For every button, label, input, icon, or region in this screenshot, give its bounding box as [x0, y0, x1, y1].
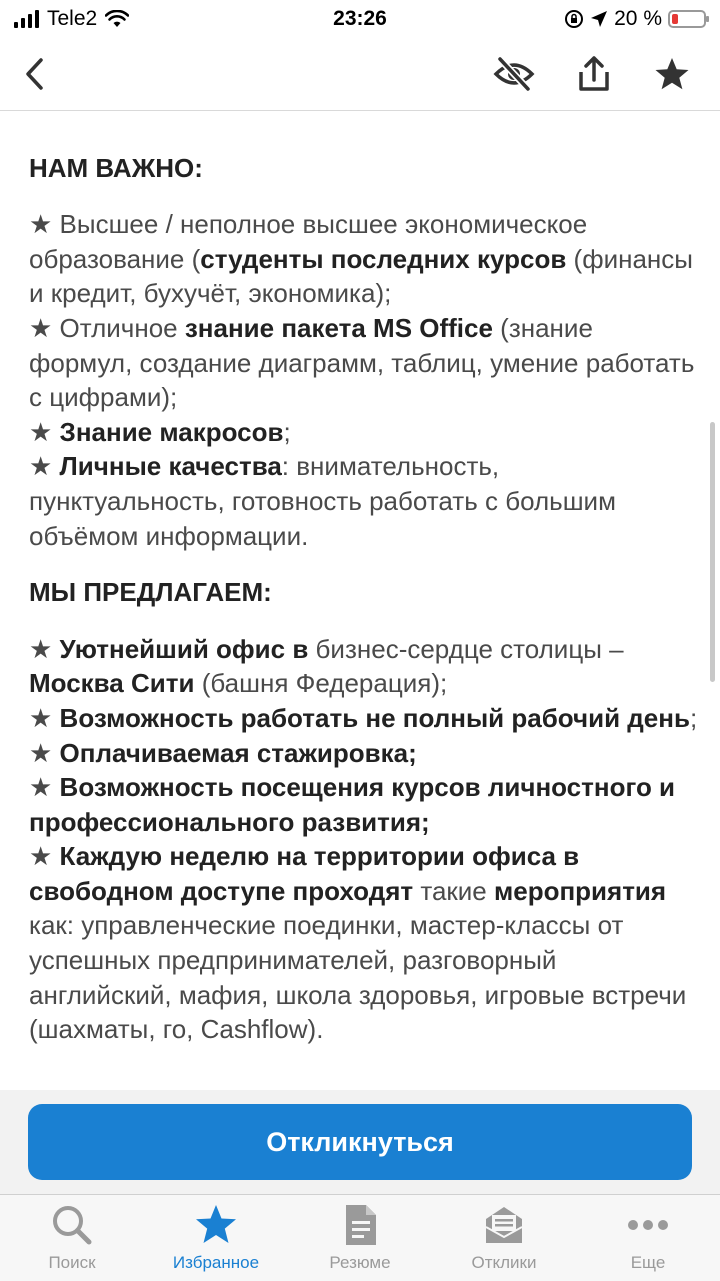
tab-bar — [0, 1194, 720, 1281]
apply-bar — [0, 1090, 720, 1194]
tab-responses[interactable] — [432, 1195, 576, 1281]
star-icon[interactable] — [650, 54, 694, 94]
tab-label: Отклики — [471, 1253, 537, 1272]
tab-label: Поиск — [48, 1253, 96, 1272]
requirement-item: ★ Знание макросов; — [29, 416, 291, 447]
location-icon — [590, 10, 608, 28]
more-icon — [626, 1203, 670, 1247]
clock: 23:26 — [333, 7, 387, 30]
tab-label: Избранное — [172, 1253, 260, 1272]
battery-percent: 20 % — [614, 7, 662, 30]
scroll-indicator[interactable] — [710, 422, 715, 682]
tab-resume[interactable] — [288, 1195, 432, 1281]
document-icon — [338, 1203, 382, 1247]
share-icon[interactable] — [572, 54, 616, 94]
offer-item: ★ Каждую неделю на территории офиса в свободном доступе проходят такие мероприятия как: управленческие поединки, мастер-классы от успешных предпринимателей, разговорный английский, мафия, школа здоровья, игровые встречи (шахматы, го, Cashflow). — [29, 841, 687, 1045]
carrier-label: Tele2 — [47, 7, 98, 30]
orientation-lock-icon — [564, 9, 584, 29]
tab-label: Резюме — [329, 1253, 391, 1272]
inbox-icon — [482, 1203, 526, 1247]
offer-item: ★ Оплачиваемая стажировка; — [29, 737, 417, 768]
status-bar — [0, 0, 720, 40]
battery-icon — [668, 10, 706, 28]
tab-favorites[interactable] — [144, 1195, 288, 1281]
tab-search[interactable] — [0, 1195, 144, 1281]
eye-off-icon[interactable] — [492, 54, 536, 94]
back-chevron-icon[interactable] — [16, 54, 56, 94]
offer-item: ★ Возможность посещения курсов личностного и профессионального развития; — [29, 772, 676, 837]
section-title-offer: МЫ ПРЕДЛАГАЕМ: — [29, 577, 272, 608]
apply-button[interactable]: Откликнуться — [28, 1104, 692, 1180]
tab-label: Еще — [630, 1253, 666, 1272]
requirement-item: ★ Высшее / неполное высшее экономическое образование (студенты последних курсов (финансы и кредит, бухучёт, экономика); — [29, 209, 693, 309]
offer-item: ★ Уютнейший офис в бизнес-сердце столицы – Москва Сити (башня Федерация); — [29, 633, 624, 699]
requirement-item: ★ Личные качества: внимательность, пунктуальность, готовность работать с большим объёмом информации. — [29, 451, 616, 551]
tab-more[interactable] — [576, 1195, 720, 1281]
section-title-requirements: НАМ ВАЖНО: — [29, 152, 203, 183]
requirement-item: ★ Отличное знание пакета MS Office (знание формул, создание диаграмм, таблиц, умение работать с цифрами); — [29, 312, 695, 413]
search-icon — [50, 1203, 94, 1247]
star-icon — [194, 1203, 238, 1247]
offer-item: ★ Возможность работать не полный рабочий день; — [29, 702, 698, 733]
nav-bar — [0, 40, 720, 111]
